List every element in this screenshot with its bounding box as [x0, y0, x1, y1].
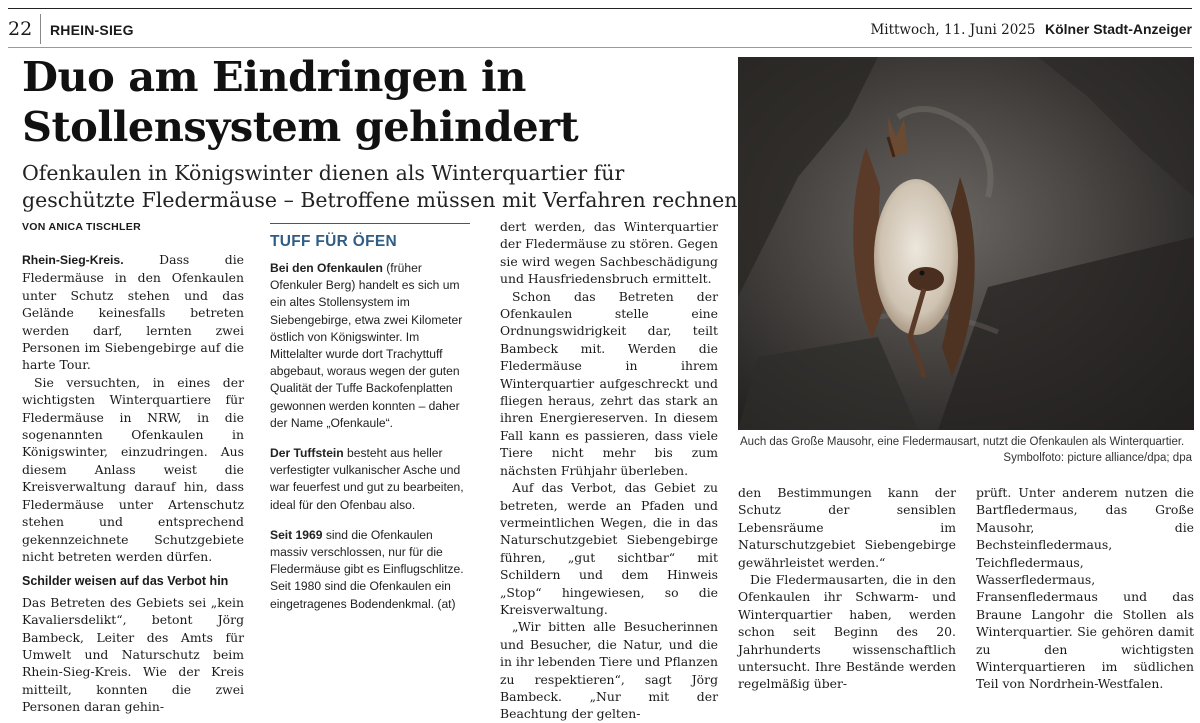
- info-box-paragraph: Bei den Ofenkaulen (früher Ofenkuler Berg) handelt es sich um ein altes Stollensystem im Siebengebirge, etwa zwei Kilometer östlich von Königswinter. Im Mittelalter wurde dort Trachyttuff abgebaut, woraus wegen der guten Qualität der Tuffe Backofenplatten gewonnen werden konnten – daher der Name „Ofenkaule“.: [270, 261, 463, 430]
- photo-credit: Symbolfoto: picture alliance/dpa; dpa: [1003, 451, 1192, 464]
- caption-text: Auch das Große Mausohr, eine Fledermausart, nutzt die Ofenkaulen als Winterquartier.: [740, 436, 1185, 448]
- byline: VON ANICA TISCHLER: [22, 221, 141, 233]
- article-column-1: [22, 251, 244, 716]
- subheadline: Ofenkaulen in Königswinter dienen als Winterquartier für geschützte Fledermäuse – Betroffene müssen mit Verfahren rechnen: [22, 161, 738, 212]
- paragraph: Das Betreten des Gebiets sei „kein Kavaliersdelikt“, betont Jörg Bambeck, Leiter des Amts für Umwelt und Naturschutz beim Rhein-Sieg-Kreis. Wie der Kreis mitteilt, konnten die zwei Personen daran gehin-: [22, 594, 244, 715]
- article-column-3: [500, 218, 718, 723]
- photo-caption: [740, 435, 1192, 466]
- header-rule: [8, 47, 1192, 48]
- page-number: 22: [8, 18, 33, 40]
- info-box-rule: [270, 223, 470, 224]
- info-box-paragraph: Der Tuffstein besteht aus heller verfestigter vulkanischer Asche und war feuerfest und gut zu bearbeiten, ideal für den Ofenbau also.: [270, 446, 464, 512]
- paragraph: „Wir bitten alle Besucherinnen und Besucher, die Natur, und die in ihr lebenden Tiere und Pflanzen zu respektieren“, sagt Jörg Bambeck. „Nur mit der Beachtung der gelten-: [500, 619, 718, 722]
- info-box-paragraph: Seit 1969 sind die Ofenkaulen massiv verschlossen, nur für die Fledermäuse gibt es Einflugschlitze. Seit 1980 sind die Ofenkaulen ein eingetragenes Bodendenkmal. (at): [270, 527, 464, 611]
- article-column-5: [976, 484, 1194, 693]
- newspaper-name: Kölner Stadt-Anzeiger: [1044, 21, 1192, 37]
- headline: Duo am Eindringen in Stollensystem gehindert: [22, 52, 579, 151]
- issue-date: Mittwoch, 11. Juni 2025: [870, 22, 1036, 38]
- paragraph: Auf das Verbot, das Gebiet zu betreten, werde an Pfaden und vermeintlichen Wegen, die in das Naturschutzgebiet Siebengebirge führen, „gut sichtbar“ mit Schildern und dem Hinweis „Stop“ hingewiesen, so die Kreisverwaltung.: [500, 480, 718, 617]
- paragraph: prüft. Unter anderem nutzen die Bartfledermaus, das Große Mausohr, die Bechsteinfledermaus, Teichfledermaus, Wasserfledermaus, Fransenfledermaus und das Braune Langohr die Stollen als Winterquartier. Sie gehören damit zu den wichtigsten Winterquartieren im südlichen Teil von Nordrhein-Westfalen.: [976, 485, 1194, 692]
- paragraph: den Bestimmungen kann der Schutz der sensiblen Lebensräume im Naturschutzgebiet Siebengebirge gewährleistet werden.“: [738, 485, 956, 570]
- bat-photo: [738, 57, 1194, 430]
- dateline-lead: Rhein-Sieg-Kreis.: [22, 253, 124, 267]
- paragraph: Rhein-Sieg-Kreis. Dass die Fledermäuse in den Ofenkaulen unter Schutz stehen und das Gelände keinesfalls betreten werden darf, lernten zwei Personen im Siebengebirge auf die harte Tour.: [22, 252, 244, 373]
- info-box: [270, 223, 470, 626]
- paragraph: dert werden, das Winterquartier der Fledermäuse zu stören. Gegen sie wird wegen Sachbeschädigung und Hausfriedensbruch ermittelt.: [500, 219, 718, 287]
- section-label: RHEIN-SIEG: [50, 22, 134, 38]
- top-rule: [8, 8, 1192, 9]
- dateline: [870, 21, 1192, 39]
- paragraph: Die Fledermausarten, die in den Ofenkaulen ihr Schwarm- und Winterquartier haben, werden schon seit Beginn des 20. Jahrhunderts wissenschaftlich untersucht. Ihre Bestände werden regelmäßig über-: [738, 572, 956, 692]
- inline-subhead: Schilder weisen auf das Verbot hin: [22, 574, 229, 589]
- bat-in-cave-image: [738, 57, 1194, 430]
- paragraph: Sie versuchten, in eines der wichtigsten Winterquartiere für Fledermäuse in NRW, in die sogenannten Ofenkaulen in Königswinter, einzudringen. Aus diesem Anlass weist die Kreisverwaltung darauf hin, dass Fledermäuse unter Artenschutz stehen und entsprechend gekennzeichnete Schutzgebiete nicht betreten werden dürfen.: [22, 374, 244, 564]
- article-column-4: [738, 484, 956, 693]
- page-header: [8, 14, 1192, 44]
- header-divider: [40, 14, 41, 44]
- paragraph: Schon das Betreten der Ofenkaulen stelle eine Ordnungswidrigkeit dar, teilt Bambeck mit. Werden die Fledermäuse in ihrem Winterquartier aufgeschreckt und fliegen heraus, zehrt das stark an ihren Energiereserven. In diesem Fall kann es passieren, dass viele Tiere nicht mehr bis zum nächsten Frühjahr überleben.: [500, 288, 718, 478]
- info-box-title: TUFF FÜR ÖFEN: [270, 233, 398, 250]
